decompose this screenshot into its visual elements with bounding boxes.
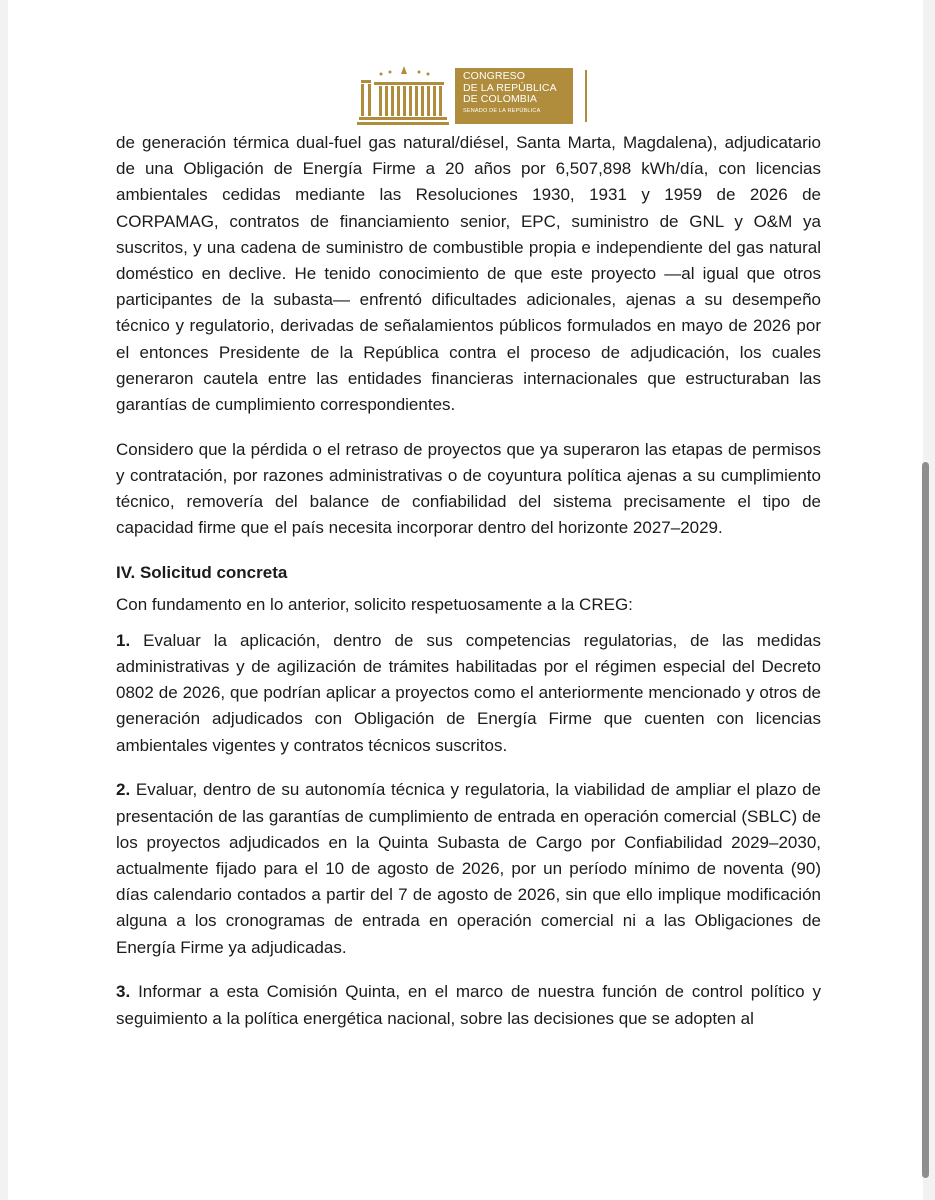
section-title: IV. Solicitud concreta [116,563,288,583]
senate-letterhead [357,62,597,128]
item-number: 3. [116,982,131,1002]
paragraph-project-context: de generación térmica dual-fuel gas natural/diésel, Santa Marta, Magdalena), adjudicatario de una Obligación de Energía Firme a 20 años por 6,507,898 kWh/día, con licencias ambientales cedidas mediante las Resoluciones 1930, 1931 y 1959 de 2026 de CORPAMAG, contratos de financiamiento senior, EPC, suministro de GNL y O&M ya suscritos, y una cadena de suministro de combustible propia e independiente del gas natural doméstico en declive. He tenido conocimiento de que este proyecto —al igual que otros participantes de la subasta— enfrentó dificultades adicionales, ajenas a su desempeño técnico y regulatorio, derivadas de señalamientos públicos formulados en mayo de 2026 por el entonces Presidente de la República contra el proceso de adjudicación, los cuales generaron cautela entre las entidades financieras internacionales que estructuraban las garantías de cumplimiento correspondientes. [116,133,821,415]
item-number: 1. [116,630,131,650]
paragraph-considero: Considero que la pérdida o el retraso de proyectos que ya superaron las etapas de permisos y contratación, por razones administrativas o de coyuntura política ajenas a su cumplimiento técnico, removería del balance de confiabilidad del sistema precisamente el tipo de capacidad firme que el país necesita incorporar dentro del horizonte 2027–2029. [116,439,821,538]
item-number: 2. [116,780,131,800]
request-item-3 [116,979,821,1031]
logo-subtitle: SENADO DE LA REPÚBLICA [463,108,541,114]
scrollbar-thumb[interactable] [922,462,929,1178]
paragraph-intro: Con fundamento en lo anterior, solicito respetuosamente a la CREG: [116,595,633,615]
logo-line-2: DE LA REPÚBLICA [463,81,557,94]
request-item-2 [116,777,821,960]
capitol-building-icon [357,62,449,128]
item-text: Evaluar, dentro de su autonomía técnica y regulatoria, la viabilidad de ampliar el plazo de presentación de las garantías de cumplimiento de entrada en operación comercial (SBLC) de los proyectos adjudicados en la Quinta Subasta de Cargo por Confiabilidad 2029–2030, actualmente fijado para el 10 de agosto de 2026, por un período mínimo de noventa (90) días calendario contados a partir del 7 de agosto de 2026, sin que ello implique modificación alguna a los cronogramas de entrada en operación comercial ni a las Obligaciones de Energía Firme ya adjudicadas. [116,780,821,957]
logo-line-3: DE COLOMBIA [463,93,538,105]
logo-divider [585,70,587,122]
logo-title [463,71,573,106]
item-text: Informar a esta Comisión Quinta, en el marco de nuestra función de control político y seguimiento a la política energética nacional, sobre las decisiones que se adopten al [116,982,821,1028]
item-text: Evaluar la aplicación, dentro de sus competencias regulatorias, de las medidas administrativas y de agilización de trámites habilitadas por el régimen especial del Decreto 0802 de 2026, que podrían aplicar a proyectos como el anteriormente mencionado y otros de generación adjudicados con Obligación de Energía Firme que cuenten con licencias ambientales vigentes y contratos técnicos suscritos. [116,630,821,755]
document-body [116,130,821,1050]
logo-line-1: CONGRESO [463,70,526,82]
request-item-1 [116,628,821,759]
